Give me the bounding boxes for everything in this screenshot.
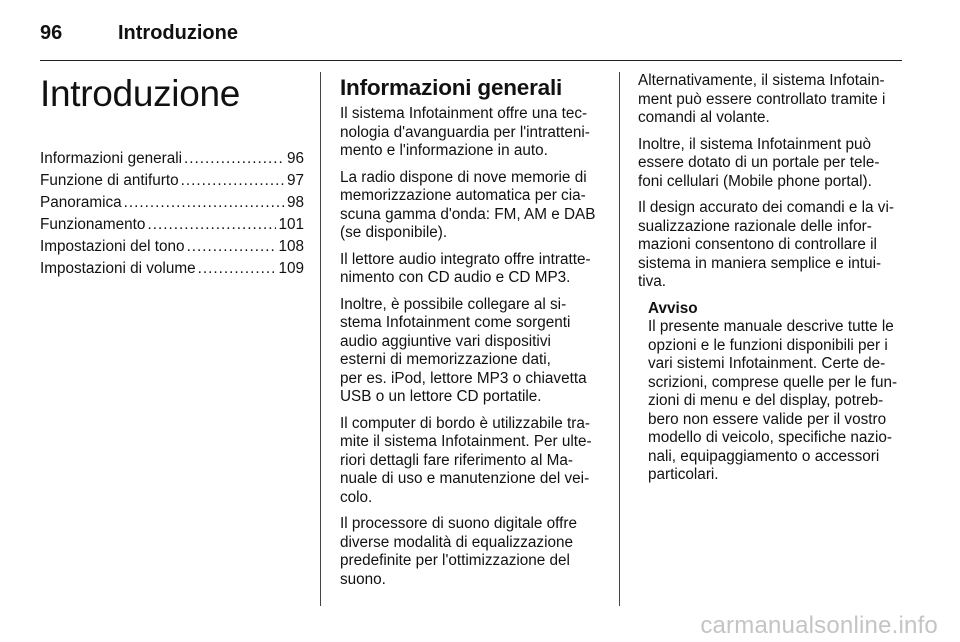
notice-box — [638, 300, 902, 485]
text-line: predefinite per l'ottimizzazione del — [340, 552, 570, 569]
toc-entry[interactable] — [40, 148, 304, 170]
text-line: nimento con CD audio e CD MP3. — [340, 269, 571, 286]
text-line: mite il sistema Infotainment. Per ulte- — [340, 433, 592, 450]
paragraph — [638, 72, 902, 128]
section-title: Informazioni generali — [340, 75, 563, 100]
toc-entry[interactable] — [40, 258, 304, 280]
watermark: carmanualsonline.info — [700, 612, 938, 639]
text-line: Alternativamente, il sistema Infotain- — [638, 72, 885, 89]
text-line: Inoltre, il sistema Infotainment può — [638, 135, 871, 153]
text-line: mazioni consentono di controllare il — [638, 236, 877, 253]
toc-entry-page: 96 — [286, 150, 304, 167]
toc-entry-label: Impostazioni del tono — [40, 238, 185, 255]
text-line: scuna gamma d'onda: FM, AM e DAB — [340, 205, 596, 223]
table-of-contents — [40, 148, 304, 280]
text-line: nologia d'avanguardia per l'intratteni- — [340, 123, 590, 141]
header-rule — [40, 60, 902, 61]
text-line: USB o un lettore CD portatile. — [340, 388, 542, 405]
column-general-info — [340, 72, 602, 597]
text-line: esterni di memorizzazione dati, — [340, 351, 551, 368]
toc-entry[interactable] — [40, 170, 304, 192]
toc-entry-page: 98 — [286, 194, 304, 211]
text-line: (se disponibile). — [340, 224, 448, 241]
text-line: particolari. — [648, 466, 719, 483]
text-line: audio aggiuntive vari dispositivi — [340, 332, 551, 350]
text-line: mento e l'informazione in auto. — [340, 142, 548, 159]
text-line: sualizzazione razionale delle infor- — [638, 217, 872, 235]
text-line: scrizioni, comprese quelle per le fun- — [648, 373, 898, 391]
text-line: Il processore di suono digitale offre — [340, 515, 577, 532]
text-line: modello di veicolo, specifiche nazio- — [648, 429, 893, 446]
text-line: suono. — [340, 570, 386, 588]
text-line: comandi al volante. — [638, 109, 770, 126]
paragraph — [638, 199, 902, 292]
text-line: La radio dispone di nove memorie di — [340, 168, 587, 186]
notice-title: Avviso — [648, 299, 698, 317]
paragraph — [340, 169, 602, 243]
text-line: Il design accurato dei comandi e la vi- — [638, 199, 894, 216]
running-header-title: Introduzione — [118, 22, 238, 44]
paragraph — [340, 415, 602, 508]
text-line: tiva. — [638, 273, 667, 290]
text-line: Il lettore audio integrato offre intratte- — [340, 250, 591, 268]
toc-leader-dots — [124, 192, 285, 214]
text-line: Il computer di bordo è utilizzabile tra- — [340, 414, 590, 432]
text-line: riori dettagli fare riferimento al Ma- — [340, 451, 573, 469]
toc-leader-dots — [181, 170, 285, 192]
text-line: essere dotato di un portale per tele- — [638, 154, 880, 171]
toc-entry[interactable] — [40, 192, 304, 214]
text-line: foni cellulari (Mobile phone portal). — [638, 172, 872, 190]
paragraph — [340, 296, 602, 407]
text-line: memorizzazione automatica per cia- — [340, 187, 586, 204]
text-line: nuale di uso e manutenzione del vei- — [340, 470, 590, 487]
toc-leader-dots — [147, 214, 276, 236]
text-line: opzioni e le funzioni disponibili per i — [648, 336, 888, 354]
page-number: 96 — [40, 22, 63, 44]
toc-entry-label: Funzione di antifurto — [40, 172, 179, 189]
toc-entry-page: 101 — [278, 216, 304, 233]
text-line: Il presente manuale descrive tutte le — [648, 318, 894, 335]
column-continued — [638, 72, 902, 485]
toc-entry-label: Funzionamento — [40, 216, 146, 233]
column-divider-2 — [619, 72, 620, 606]
toc-leader-dots — [184, 148, 285, 170]
toc-entry-label: Panoramica — [40, 194, 122, 211]
chapter-title: Introduzione — [40, 73, 241, 114]
toc-entry-label: Informazioni generali — [40, 150, 182, 167]
text-line: per es. iPod, lettore MP3 o chiavetta — [340, 369, 587, 387]
text-line: zioni di menu e del display, potreb- — [648, 392, 884, 409]
toc-entry-page: 108 — [278, 238, 304, 255]
paragraph — [340, 515, 602, 589]
toc-entry-page: 109 — [278, 260, 304, 277]
text-line: ment può essere controllato tramite i — [638, 90, 886, 108]
text-line: bero non essere valide per il vostro — [648, 410, 887, 428]
page-header — [40, 18, 920, 48]
toc-entry-label: Impostazioni di volume — [40, 260, 196, 277]
toc-entry[interactable] — [40, 214, 304, 236]
text-line: Inoltre, è possibile collegare al si- — [340, 295, 567, 313]
column-divider-1 — [320, 72, 321, 606]
text-line: Il sistema Infotainment offre una tec- — [340, 105, 588, 122]
paragraph — [340, 251, 602, 288]
toc-leader-dots — [198, 258, 277, 280]
text-line: stema Infotainment come sorgenti — [340, 314, 571, 331]
text-line: diverse modalità di equalizzazione — [340, 533, 573, 551]
text-line: vari sistemi Infotainment. Certe de- — [648, 355, 886, 372]
toc-entry-page: 97 — [286, 172, 304, 189]
paragraph — [638, 136, 902, 192]
paragraph — [340, 105, 602, 161]
toc-leader-dots — [187, 236, 277, 258]
text-line: sistema in maniera semplice e intui- — [638, 254, 882, 272]
text-line: nali, equipaggiamento o accessori — [648, 447, 880, 465]
toc-entry[interactable] — [40, 236, 304, 258]
text-line: colo. — [340, 488, 373, 506]
